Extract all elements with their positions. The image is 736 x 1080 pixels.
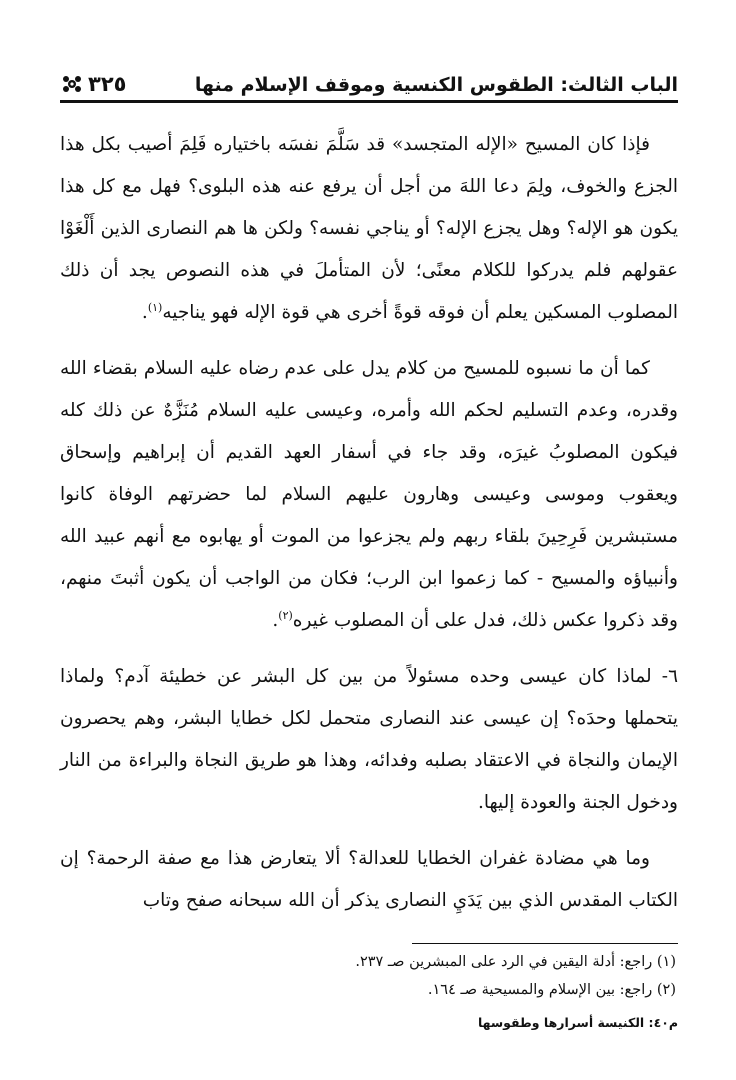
paragraph: كما أن ما نسبوه للمسيح من كلام يدل على عدم رضاه عليه السلام بقضاء الله وقدره، وعدم التسليم لحكم الله وأمره، وعيسى عليه السلام مُنَزَّهٌ عن ذلك كله فيكون المصلوبُ غيرَه، وقد جاء في أسفار العهد القديم أن إبراهيم وإسحاق ويعقوب وموسى وعيسى وهارون عليهم السلام لما حضرتهم الوفاة كانوا مستبشرين فَرِحِينَ بلقاء ربهم ولم يجزعوا من الموت أو يهابوه مع أنهم عبيد الله وأنبياؤه والمسيح - كما زعموا ابن الرب؛ فكان من الواجب أن يكون أثبتَ منهم، وقد ذكروا عكس ذلك، فدل على أن المصلوب غيره$^{(٢)}$. (60, 358, 678, 631)
footnotes (60, 948, 676, 1004)
chapter-title: الباب الثالث: الطقوس الكنسية وموقف الإسلام منها (194, 74, 678, 96)
paragraph (60, 838, 678, 922)
page-number-group (60, 72, 126, 96)
floral-ornament-icon (60, 72, 84, 96)
paragraph-numbered (60, 656, 678, 824)
footnote: (١) راجع: أدلة اليقين في الرد على المبشرين صـ ٢٣٧. (355, 954, 676, 970)
paragraph-text: فإذا كان المسيح «الإله المتجسد» قد سَلَّمَ نفسَه باختياره فَلِمَ أصيب بكل هذا الجزع والخوف، ولِمَ دعا اللهَ من أجل أن يرفع عنه هذه البلوى؟ فهل مع كل هذا يكون هو الإله؟ وهل يجزع الإله؟ أو يناجي نفسه؟ ولكن ها هم النصارى الذين أَلْغَوْا عقولهم فلم يدركوا للكلام معنًى؛ لأن المتأملَ في هذه النصوص يجد أن ذلك المصلوب المسكين يعلم أن فوقه قوةً أخرى هي قوة الإله فهو يناجيه (60, 134, 678, 323)
paragraph-text: وما هي مضادة غفران الخطايا للعدالة؟ ألا يتعارض هذا مع صفة الرحمة؟ إن الكتاب المقدس الذي بين يَدَيِ النصارى يذكر أن الله سبحانه صفح وتاب (60, 848, 678, 911)
footnote-marker: (١) (147, 300, 163, 314)
signature-label: م٤٠: الكنيسة أسرارها وطقوسها (477, 1015, 678, 1030)
paragraph: فإذا كان المسيح «الإله المتجسد» قد سَلَّمَ نفسَه باختياره فَلِمَ أصيب بكل هذا الجزع والخوف، ولِمَ دعا اللهَ من أجل أن يرفع عنه هذه البلوى؟ فهل مع كل هذا يكون هو الإله؟ وهل يجزع الإله؟ أو يناجي نفسه؟ ولكن ها هم النصارى الذين أَلْغَوْا عقولهم فلم يدركوا للكلام معنًى؛ لأن المتأملَ في هذه النصوص يجد أن ذلك المصلوب المسكين يعلم أن فوقه قوةً أخرى هي قوة الإله فهو يناجيه$^{(١)}$. (60, 134, 678, 323)
paragraph-text: كما أن ما نسبوه للمسيح من كلام يدل على عدم رضاه عليه السلام بقضاء الله وقدره، وعدم التسليم لحكم الله وأمره، وعيسى عليه السلام مُنَزَّهٌ عن ذلك كله فيكون المصلوبُ غيرَه، وقد جاء في أسفار العهد القديم أن إبراهيم وإسحاق ويعقوب وموسى وعيسى وهارون عليهم السلام لما حضرتهم الوفاة كانوا مستبشرين فَرِحِينَ بلقاء ربهم ولم يجزعوا من الموت أو يهابوه مع أنهم عبيد الله وأنبياؤه والمسيح - كما زعموا ابن الرب؛ فكان من الواجب أن يكون أثبتَ منهم، وقد ذكروا عكس ذلك، فدل على أن المصلوب غيره (60, 358, 678, 631)
paragraph-text: ٦- لماذا كان عيسى وحده مسئولاً من بين كل البشر عن خطيئة آدم؟ ولماذا يتحملها وحدَه؟ إن عيسى عند النصارى متحمل لكل خطايا البشر، وهم يحصرون الإيمان والنجاة في الاعتقاد بصلبه وفدائه، وهذا هو طريق النجاة والبراءة من النار ودخول الجنة والعودة إليها. (60, 666, 678, 813)
body-text (60, 124, 678, 922)
footnote-divider (412, 943, 678, 944)
footnote: (٢) راجع: بين الإسلام والمسيحية صـ ١٦٤. (427, 982, 676, 998)
running-header (60, 56, 678, 103)
footnote-marker: (٢) (278, 608, 293, 622)
page-number: ٣٢٥ (88, 72, 127, 96)
